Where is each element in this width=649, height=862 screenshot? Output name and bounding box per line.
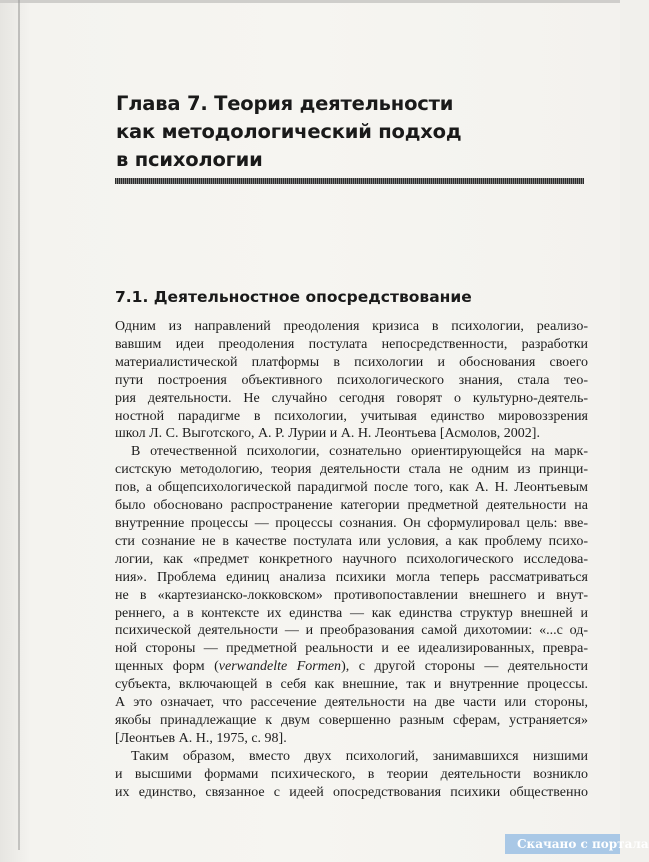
text-line: Одним из направлений преодоления кризиса в психологии, реализо- bbox=[115, 319, 588, 334]
text-line: рия деятельности. Не случайно сегодня говорят о культурно-деятель- bbox=[115, 390, 588, 406]
text-line: не в «картезианско-локковском» противопоставлении внешнего и внут- bbox=[115, 587, 588, 603]
text-line: пов, а общепсихологической парадигмой после того, как А. Н. Леонтьевым bbox=[115, 480, 588, 496]
text-line: В отечественной психологии, сознательно ориентирующейся на марк- bbox=[131, 444, 588, 460]
text-line: [Леонтьев А. Н., 1975, с. 98]. bbox=[115, 730, 287, 746]
section-title: 7.1. Деятельностное опосредствование bbox=[115, 288, 472, 306]
text-line: ной стороны — предметной реальности и ее идеализированных, превра- bbox=[115, 641, 588, 657]
text-line: Таким образом, вместо двух психологий, занимавшихся низшими bbox=[131, 748, 588, 764]
text-line: и высшими формами психического, в теории деятельности возникло bbox=[115, 766, 588, 782]
text-line: школ Л. С. Выготского, А. Р. Лурии и А. Н. Леонтьева [Асмолов, 2002]. bbox=[115, 426, 540, 442]
text-line: щенных форм (verwandelte Formen), с другой стороны — деятельности bbox=[115, 659, 589, 675]
text-line: было обосновано распространение категории предметной деятельности на bbox=[115, 498, 588, 514]
text-line: ностной парадигме в психологии, учитывая единство мировоззрения bbox=[115, 408, 588, 424]
download-watermark: Скачано с портала bbox=[505, 834, 620, 854]
text-line: сти сознание не в качестве постулата или условия, а как проблему психо- bbox=[115, 533, 588, 549]
text-line: А это означает, что рассечение деятельности на две части или стороны, bbox=[115, 695, 588, 711]
chapter-title-rule bbox=[115, 178, 584, 184]
text-line: логии, как «предмет конкретного научного психологического исследова- bbox=[115, 551, 588, 567]
chapter-title bbox=[116, 90, 586, 174]
text-line: материалистической платформы в психологии и обоснования своего bbox=[115, 354, 588, 370]
text-line: ния». Проблема единиц анализа психики могла теперь рассматриваться bbox=[115, 569, 588, 585]
text-line: субъекта, включающей в себя как внешние, так и внутренние процессы. bbox=[115, 677, 588, 693]
text-line: их единство, связанное с идеей опосредствования психики общественно bbox=[115, 784, 588, 800]
text-line: реннего, а в контексте их единства — как единства структур внешней и bbox=[115, 605, 588, 621]
foreign-term: verwandelte Formen bbox=[218, 659, 342, 675]
chapter-title-line: Глава 7. Теория деятельности bbox=[116, 92, 454, 115]
chapter-title-line: как методологический подход bbox=[116, 120, 462, 143]
text-line: внутренние процессы — процессы сознания. Он сформулировал цель: вве- bbox=[115, 515, 588, 531]
text-line: якобы принадлежащие к двум совершенно разным сферам, устраняется» bbox=[115, 712, 588, 728]
binding-shadow bbox=[18, 0, 20, 850]
text-line: пути построения объективного психологического знания, стала тео- bbox=[115, 372, 588, 388]
text-line: вавшим идеи преодоления постулата непосредственности, разработки bbox=[115, 336, 588, 352]
text-line: психической деятельности — и преобразования самой дихотомии: «...с од- bbox=[115, 623, 588, 639]
text-line: систскую методологию, теория деятельности стала не одним из принци- bbox=[115, 462, 588, 478]
page-top-edge bbox=[0, 0, 620, 3]
body-text bbox=[115, 318, 588, 801]
chapter-title-line: в психологии bbox=[116, 148, 263, 171]
